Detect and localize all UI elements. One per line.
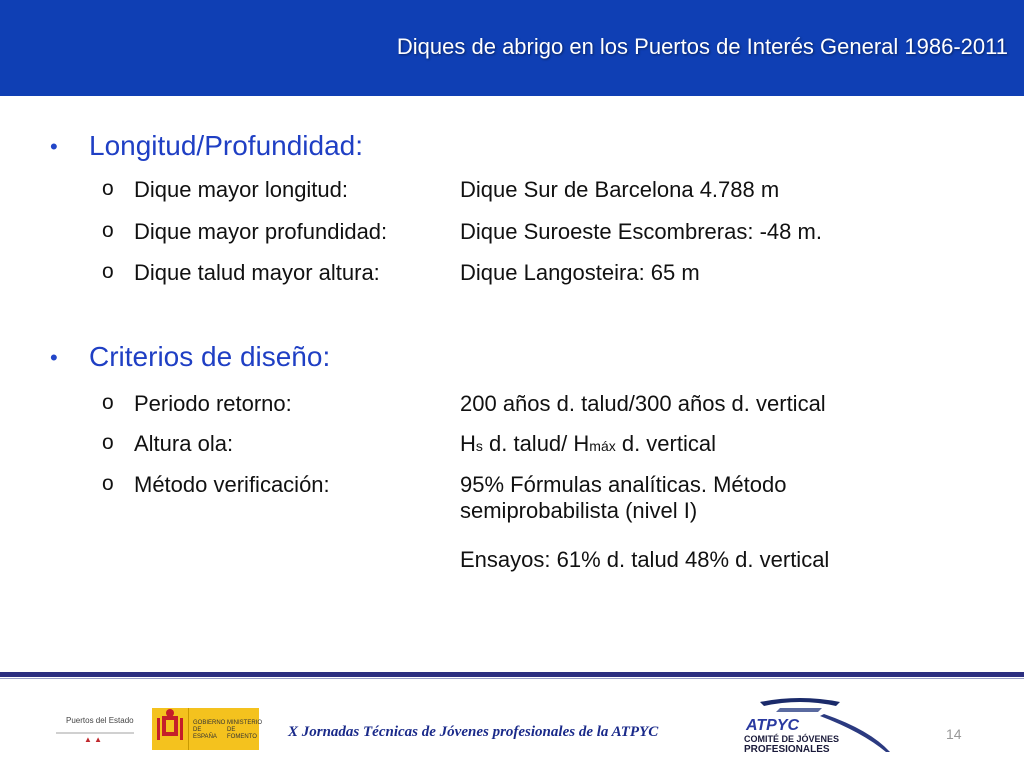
item-value: 200 años d. talud/300 años d. vertical: [460, 391, 826, 416]
list-item: [50, 472, 1010, 542]
item-label: Método verificación:: [134, 472, 330, 497]
sub-bullet: o: [102, 177, 114, 200]
coat-of-arms-icon: [152, 708, 188, 750]
list-item: [50, 260, 1010, 300]
section-title: Longitud/Profundidad:: [89, 130, 363, 161]
list-item: [50, 391, 1010, 431]
item-label: Periodo retorno:: [134, 391, 292, 416]
list-item: [50, 431, 1010, 471]
list-item: [50, 547, 1010, 587]
sub-bullet: o: [102, 472, 114, 495]
item-value: 95% Fórmulas analíticas. Método: [460, 472, 787, 497]
footer-event-text: X Jornadas Técnicas de Jóvenes profesionales de la ATPYC: [288, 724, 659, 740]
sub-bullet: o: [102, 219, 114, 242]
item-value-line2: semiprobabilista (nivel I): [460, 498, 698, 523]
page-number: 14: [946, 726, 962, 742]
list-item: [50, 177, 1010, 217]
sub-bullet: o: [102, 431, 114, 454]
svg-text:ATPYC: ATPYC: [746, 717, 800, 734]
section-title: Criterios de diseño:: [89, 341, 331, 372]
atpyc-logo: [740, 694, 900, 758]
bullet: •: [50, 345, 58, 370]
list-item: [50, 219, 1010, 259]
item-label: Altura ola:: [134, 431, 234, 456]
sub-bullet: o: [102, 260, 114, 283]
item-label: Dique talud mayor altura:: [134, 260, 380, 285]
item-value: Hs d. talud/ Hmáx d. vertical: [460, 431, 716, 456]
item-value: Dique Langosteira: 65 m: [460, 260, 700, 285]
sub-bullet: o: [102, 391, 114, 414]
item-value: Ensayos: 61% d. talud 48% d. vertical: [460, 547, 830, 572]
puertos-del-estado-logo: Puertos del Estado ▲ ▲: [56, 712, 134, 742]
bullet: •: [50, 134, 58, 159]
slide-title: Diques de abrigo en los Puertos de Interés General 1986-2011: [396, 34, 1008, 59]
item-value: Dique Suroeste Escombreras: -48 m.: [460, 219, 822, 244]
item-label: Dique mayor profundidad:: [134, 219, 388, 244]
slide-header: [0, 0, 1024, 96]
gobierno-de-espana-logo: GOBIERNO DE ESPAÑA MINISTERIO DE FOMENTO: [152, 708, 258, 750]
item-value: Dique Sur de Barcelona 4.788 m: [460, 177, 780, 202]
svg-text:PROFESIONALES: PROFESIONALES: [744, 744, 830, 755]
footer-divider: [0, 672, 1024, 677]
item-label: Dique mayor longitud:: [134, 177, 349, 202]
svg-text:COMITÉ DE JÓVENES: COMITÉ DE JÓVENES: [744, 734, 840, 744]
footer-divider-thin: [0, 678, 1024, 679]
